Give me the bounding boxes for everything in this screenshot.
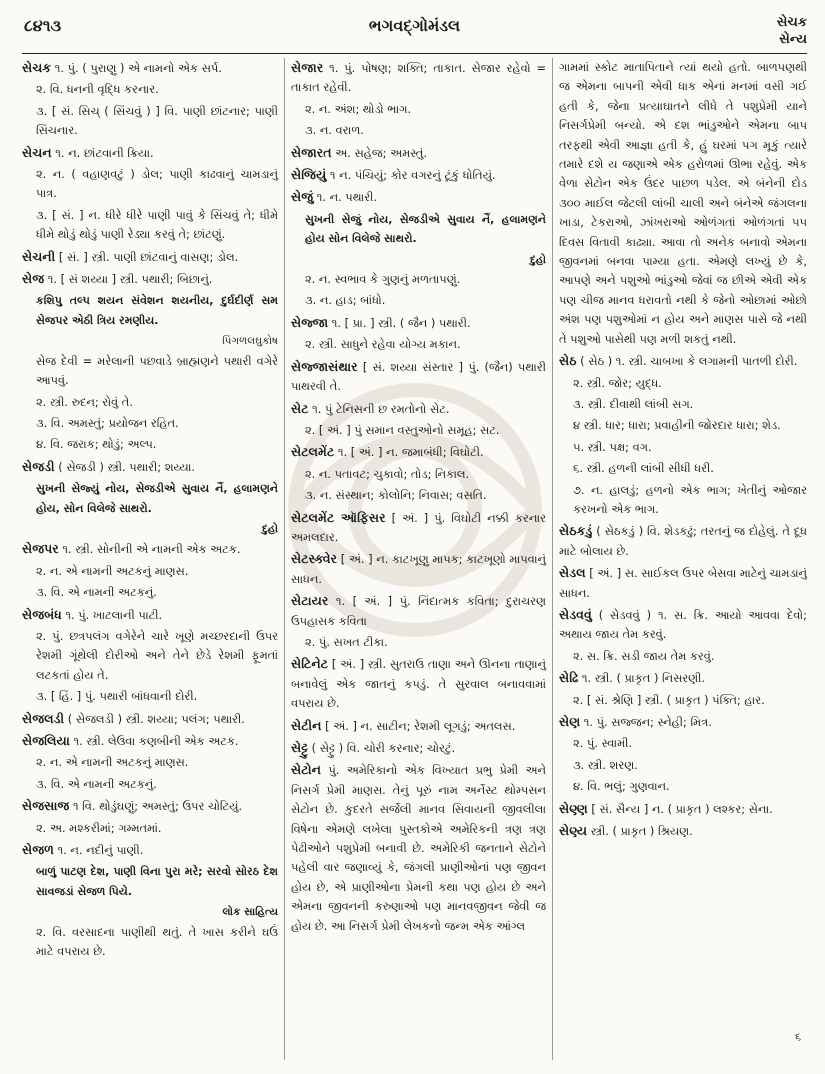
headword: સેટલમેંટ ઑફિસર [291, 509, 386, 525]
definition-text: ( સેજડી ) સ્ત્રી. પથારી; શય્યા. [54, 459, 195, 474]
headword: સેચક [22, 60, 52, 75]
definition-text: ૧. સ્ત્રી. લેઉવા કણબીની એક અટક. [69, 734, 239, 748]
page-header [22, 10, 807, 54]
definition-text: અ. સહેજ; અમસ્તું. [331, 145, 427, 160]
dictionary-entry [291, 58, 546, 98]
definition-text: ૧. [ પ્રા. ] સ્ત્રી. ( જૈન ) પથારી. [328, 315, 471, 330]
page-mark: ૬ [794, 1030, 801, 1043]
page-title: ભગવદ્ગોમંડલ [368, 16, 461, 35]
sense-line: ૩. [ સં. ] ન. ધીરે ધીરે પાણી પાવું કે સિંચવું તે; ધીમે ધીમે થોડું થોડું પાણી રેડ્યા કરવું તે; છાંટણું. [36, 207, 278, 242]
definition-text: ( સેજલડી ) સ્ત્રી. શય્યા; પલંગ; પથારી. [64, 711, 245, 726]
definition-text: ૧ વિ. થોડુંઘણું; અમસ્તું; ઉપર ચોટિયું. [69, 799, 243, 814]
headword: સેઠ [559, 353, 577, 369]
headword: સેટાયર [291, 593, 329, 609]
guide-word-first: સેચક [776, 15, 807, 30]
definition-text: ( સેડવવું ) ૧. સ. ક્રિ. આયો આવવા દેવો; અથાય જાય તેમ કરવું. [559, 607, 807, 642]
dictionary-entry [291, 143, 546, 163]
quote-source: લોક સાહિત્ય [222, 906, 278, 919]
headword: સેઠકડું [559, 523, 593, 539]
sense-line: ૪ સ્ત્રી. ધાર; ધારા; પ્રવાહીની જોરદાર ધારા; શેડ. [573, 418, 781, 433]
dictionary-entry [22, 269, 278, 289]
headword: સેટલમેંટ [291, 444, 335, 460]
definition-text: ( સેઠકડું ) વિ. શેડકઢું; તરતનું જ દોહેલું. તે દૂધ માટે બોલાય છે. [559, 524, 807, 558]
sense-line: ૨. વિ. ધનની વૃદ્ધિ કરનાર. [36, 82, 159, 97]
dictionary-entry [291, 716, 546, 736]
dictionary-entry [559, 712, 807, 732]
dictionary-entry [22, 731, 278, 751]
headword: સેડલ [559, 565, 586, 581]
headword: સેડવવું [559, 606, 592, 622]
definition-text: ૧. પું. ખાટલાની પાટી. [61, 607, 163, 622]
definition-text: [ સં. સૈન્ય ] ન. ( પ્રાકૃત ) લશ્કર; સેના. [587, 801, 773, 816]
headword: સેણ્ય [559, 823, 588, 839]
headword: સેજિયું [291, 167, 327, 183]
dictionary-entry [22, 796, 278, 816]
definition-text: [ અં. ] સ. સાઈકલ ઉપર બેસવા માટેનું ચામડાનું સાધન. [559, 566, 807, 600]
quote-source: દુહો [530, 253, 546, 266]
sense-line: ૨. પું. સ્વામી. [573, 736, 633, 751]
sense-line: ૨. પું. સખત ટીકા. [305, 634, 388, 649]
quotation: સુખની સેજ્યું નોય, સેજડીએ સુવાય નૈં, હલામણને હોય, સોન વિલેજે સાથરો. [36, 482, 278, 515]
sense-line: ૨. ન. અંશ; થોડો ભાગ. [305, 101, 412, 116]
quote-source: દુહો [262, 522, 278, 535]
headword: સેજું [291, 189, 314, 205]
headword: સેજલડી [22, 710, 65, 726]
sense-line: ૩. વિ. અમસ્તું; પ્રયોજન રહિત. [36, 415, 179, 430]
sense-line: ૩. વિ. એ નામની અટકનું. [36, 585, 157, 600]
sense-line: ૪. વિ. ભલું; ગુણવાન. [573, 779, 670, 794]
dictionary-entry [559, 799, 807, 819]
dictionary-entry [22, 539, 278, 559]
definition-text: [ સં. ] સ્ત્રી. પાણી છાંટવાનું વાસણ; ડોલ. [55, 249, 239, 264]
definition-text: ૧. પું. ( પુરાણુ ) એ નામનો એક સર્પ. [51, 61, 222, 75]
definition-text: ૧. પું ટેનિસની છ રમતોનો સેટ. [308, 401, 450, 416]
headword: સેટ્ટુ [291, 740, 309, 755]
sense-line: ૩. સ્ત્રી. દીવાથી લાંબી સગ. [573, 396, 694, 411]
dictionary-entry [22, 457, 278, 477]
sense-line: ૩. ન. વરાળ. [305, 123, 364, 138]
dictionary-entry [291, 187, 546, 207]
sense-line: ૩. ન. હાડ; બાંધો. [305, 293, 386, 308]
dictionary-entry [291, 357, 546, 397]
dictionary-entry [291, 442, 546, 462]
quotation: કશિપુ તલ્પ શયન સંવેશન શયનીય, દુર્ઘદીર્ણ સમ સેજપર એઠી ત્રિય રમણીય. [36, 294, 278, 327]
sense-line: ૨. ન. ( વહાણવટું ) ડોલ; પાણી કાઢવાનું ચામડાનું પાત્ર. [36, 167, 278, 201]
sense-line: ૨. વિ. વરસાદના પાણીથી થતું. તે ખાસ કરીને ઘઉં માટે વપરાય છે. [36, 924, 278, 959]
headword: સેટિનેટ [291, 656, 329, 672]
sense-line: ૨. સ્ત્રી. જોર; યુદ્ધ. [573, 375, 662, 390]
headword: સેજ્જાસંથાર [291, 358, 358, 374]
sense-line: ૨. સ્ત્રી. સાધુને રહેવા યોગ્ય મકાન. [305, 337, 461, 352]
entry-columns [22, 58, 807, 1060]
column-1 [22, 58, 284, 1060]
definition-text: ( સેઠ ) ૧. સ્ત્રી. ચાબખા કે લગામની પાતળી દોરી. [576, 354, 798, 369]
definition-text: ૧. ન. છાંટવાની ક્રિયા. [51, 145, 154, 160]
headword: સેચની [22, 248, 56, 264]
headword: સેજ [22, 271, 45, 287]
dictionary-entry [291, 508, 546, 548]
sense-line: ૨. ન. એ નામની અટકનું માણસ. [36, 563, 189, 578]
sense-line: ૨. પું. છત્રપલંગ વગેરેને ચારે ખૂણે મચ્છરદાની ઉપર રેશમી ગૂંથેલી દોરીઓ અને તેને છેડે રેશમી ફૂમતાં લટકતાં હોય તે. [36, 628, 278, 682]
sense-line: ૨. સ. ક્રિ. સડી જાય તેમ કરવું. [573, 648, 715, 663]
headword: સેજળ [22, 842, 54, 858]
headword: સેજારત [291, 144, 332, 160]
sense-line: ૩. ન. સંસ્થાન; કોલોનિ; નિવાસ; વસતિ. [305, 488, 487, 503]
definition-text: [ અં. ] સ્ત્રી. સુતરાઉ તાણા અને ઊનના તાણાનું બનાવેલું એક જાતનું કપડું. તે સુરવાલ બનાવવામાં વપરાય છે. [291, 657, 546, 711]
sense-line: ૨. [ સં. શ્રેણિ ] સ્ત્રી. ( પ્રાકૃત ) પંક્તિ; હાર. [573, 692, 765, 707]
column-3 [552, 58, 807, 1060]
definition-text: ૧. સ્ત્રી. સોનીની એ નામની એક અટક. [58, 542, 241, 557]
definition-text: ૧. પું. સજ્જન; સ્નેહી; મિત્ર. [580, 715, 712, 729]
dictionary-entry [291, 654, 546, 713]
headword: સેટ [291, 400, 309, 416]
dictionary-entry [291, 313, 546, 333]
dictionary-entry [291, 760, 546, 936]
sense-line: ૫. સ્ત્રી. પક્ષ; વગ. [573, 439, 652, 454]
dictionary-entry [559, 605, 807, 645]
definition-text: સ્ત્રી. ( પ્રાકૃત ) શ્રિયણ. [587, 824, 693, 839]
definition-text: ( સેટ્ટુ ) વિ. ચોરી કરનાર; ચોરટું. [308, 741, 456, 755]
headword: સેણ [559, 714, 581, 729]
guide-word-last: સેન્ય [779, 32, 807, 47]
definition-text: [ અં. ] ન. સાટીન; રેશમી લૂગડું; અતલસ. [321, 718, 516, 733]
dictionary-entry [22, 709, 278, 729]
continued-text: ગામમાં સ્કોટ માતાપિતાને ત્યાં થયો હતો. બાળપણથી જ એમના બાપની એવી ધાક એનાં મનમાં વસી ગઈ હતી કે, જેના પ્રત્યાઘાતને લીધે તે પશુપ્રેમી યાને નિસર્ગપ્રેમી બન્યો. એ દશ ભાંડુઓને એમના બાપ તરફથી એવી આજ્ઞા હતી કે, હું ઘરમાં પગ મૂકું ત્યારે તમારે દશે ય જણાએ એક હરોળમાં ઊભા રહેવું. એક વેળા સેટોન એક ઉંદર પાછળ પડેલ. એ બંનેની દોડ ૩૦૦ માઈલ જેટલી લાંબી ચાલી અને બંનેએ જંગલના ખાડા, ટેકરાઓ, ઝાંખરાઓ ઓળંગતાં ઓળંગતાં ૫૫ દિવસ વિતાવી કાઢ્યા. આવા તો અનેક બનાવો એમના જીવનમાં બનવા પામ્યા હતા. એમણે લખ્યું છે કે, આપણે અને પશુઓ ભાંડુઓ જેવાં જ છીએ એવી એક પણ ચીજ માનવ ધરાવતો નથી કે જેનો ઓછામાં ઓછો અંશ પણ પશુઓમાં ન હોય અને માણસ પાસે જે નથી તે પશુઓ પાસેથી પણ મળી શકતું નથી. [559, 60, 807, 346]
sense-line: ૩. વિ. એ નામની અટકનું. [36, 776, 157, 791]
sense-line: ૨. [ અં. ] પું સમાન વસ્તુઓનો સમૂહ; સટ. [305, 422, 500, 437]
definition-text: ૧ ન. પંચિયું; કોર વગરનું ટૂંકું ધોતિયું. [326, 168, 496, 183]
sense-line: ૬. સ્ત્રી. હળની લાંબી સીધી ધરી. [573, 461, 714, 476]
dictionary-entry [559, 521, 807, 561]
sense-line: ૩. સ્ત્રી. શરણ. [573, 757, 638, 772]
sense-line: ૨. ન. એ નામની અટકનું માણસ. [36, 755, 189, 770]
headword: સેટોન [291, 762, 322, 778]
dictionary-entry [291, 738, 546, 758]
sense-line: ૩. [ સં. સિચ્ ( સિંચવું ) ] વિ. પાણી છાંટનાર; પાણી સિંચનાર. [36, 103, 278, 138]
dictionary-entry [559, 563, 807, 603]
page-number: ૮૪૧૩ [24, 16, 62, 35]
dictionary-entry [559, 821, 807, 841]
headword: સેઢિ [559, 670, 579, 686]
dictionary-entry [22, 605, 278, 625]
dictionary-entry [22, 247, 278, 267]
definition-text: [ અં. ] ન. કાટખૂણુ માપક; કાટખૂણો માપવાનું સાધન. [291, 552, 546, 586]
dictionary-entry [291, 591, 546, 631]
sense-line: સેજ દેવી = મરેલાની પછવાડે બ્રાહ્મણને પથારી વગેરે આપવું. [36, 353, 278, 388]
sense-line: ૩. [ હિં. ] પું. પથારી બાંધવાની દોરી. [36, 689, 198, 704]
sense-line: ૪. વિ. જરાક; થોડું; અલ્પ. [36, 437, 157, 452]
headword: સેચન [22, 144, 52, 160]
sense-line: ૨. અ. મશ્કરીમાં; ગમ્મતમાં. [36, 820, 162, 835]
definition-text: [ અં. ] પું. વિઘોટી નક્કી કરનાર અમલદાર. [291, 510, 546, 544]
headword: સેજ્જા [291, 314, 329, 330]
quote-source: પિંગળલઘુકોષ [222, 335, 278, 348]
sense-line: ૨. ન. પતાવટ; ચુકાવો; તોડ; નિકાલ. [305, 466, 470, 481]
dictionary-entry [291, 165, 546, 185]
dictionary-entry [291, 549, 546, 589]
definition-text: ૧. પું. પોષણ; શક્તિ; તાકાત. સેજાર રહેવો = તાકાત રહેવી. [291, 61, 546, 95]
headword: સેટીન [291, 717, 322, 733]
quotation: બાળું પાટણ દેશ, પાણી વિના પુરા મરે; સરવો સોરઠ દેશ સાવજડાં સેજળ પિયે. [36, 865, 278, 898]
headword: સેજબંધ [22, 606, 62, 622]
sense-line: ૨. સ્ત્રી. રુદન; રોવું તે. [36, 394, 133, 409]
quotation: સુખની સેજું નોય, સેજડીએ સુવાય નૈં, હલામણને હોય સોન વિલેજે સાથરો. [305, 212, 546, 246]
definition-text: ૧. [ અં. ] ન. જમાબંધી; વિઘોટી. [334, 445, 484, 460]
headword: સેજપર [22, 541, 59, 557]
headword: સેણ્ણ [559, 800, 588, 816]
dictionary-entry [22, 143, 278, 163]
headword: સેજાર [291, 60, 324, 75]
dictionary-entry [291, 399, 546, 419]
column-2 [284, 58, 552, 1060]
sense-line: ૨. ન. સ્વભાવ કે ગુણનું મળતાપણું. [305, 272, 461, 287]
sense-line: ૭. ન. હાલડું; હળનો એક ભાગ; ખેતીનું ઓજાર કરખનો એક ભાગ. [573, 482, 807, 516]
definition-text: પું. અમેરિકાનો એક વિખ્યાત પ્રભુ પ્રેમી અને નિસર્ગ પ્રેમી માણસ. તેનું પૂરું નામ અર્નેસ્ટ થોમ્પસન સેટોન છે. કુદરતે સર્જેલી માનવ સિવાયની જીવલીલા વિષેના એમણે લખેલા પુસ્તકોએ અમેરિકની ત્રણ ત્રણ પેઢીઓને પશુપ્રેમી બનાવી છે. અમેરિકી જનતાને સેટોને પહેલી વાર જણાવ્યું કે, જંગલી પ્રાણીઓનાં પણ જીવન હોય છે, એ પ્રાણીઓના પ્રેમની કથા પણ હોય છે અને એમના જીવનની કરુણાઓ પણ માનવજીવન જેવી જ હોય છે. આ નિસર્ગ પ્રેમી લેખકનો જન્મ એક આંગ્લ [291, 763, 546, 933]
dictionary-entry [559, 351, 807, 371]
definition-text: ૧. [ અં. ] પું. નિંદાત્મક કવિતા; દુરાચરણ ઉપહાસક કવિતા [291, 594, 546, 628]
definition-text: ૧. સ્ત્રી. ( પ્રાકૃત ) નિસરણી. [578, 671, 705, 686]
definition-text: ૧. ન. પથારી. [313, 190, 377, 205]
definition-text: ૧. [ સં શય્યા ] સ્ત્રી. પથારી; બિછાનું. [44, 272, 213, 287]
headword: સેટસ્ક્વેર [291, 551, 338, 567]
definition-text: ૧. ન. નદીનું પાણી. [53, 843, 144, 858]
guide-words [777, 14, 807, 48]
dictionary-entry [22, 840, 278, 860]
definition-text: [ સં. શય્યા સંસ્તાર ] પું. (જૈન) પથારી પાથરવી તે. [291, 359, 546, 394]
headword: સેજલિયા [22, 733, 70, 748]
dictionary-entry [559, 668, 807, 688]
dictionary-entry [22, 58, 278, 78]
headword: સેજસાજ [22, 798, 70, 814]
headword: સેજડી [22, 458, 55, 474]
